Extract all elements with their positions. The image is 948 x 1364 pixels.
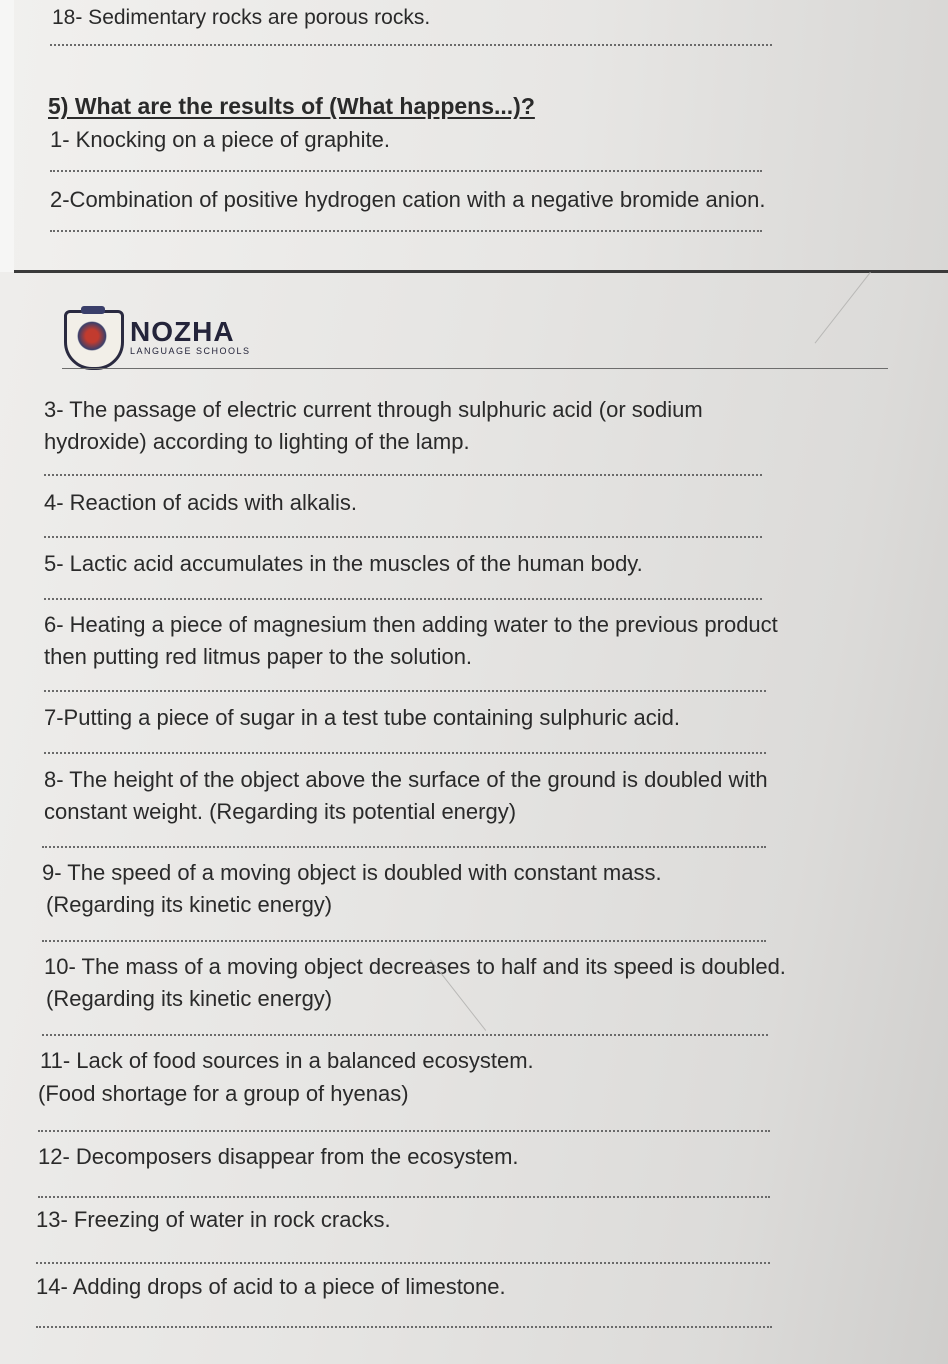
school-logo bbox=[60, 306, 280, 370]
answer-line bbox=[50, 230, 762, 232]
item-11-line-1: 11- Lack of food sources in a balanced ecosystem. bbox=[40, 1048, 534, 1073]
section-heading: 5) What are the results of (What happens...)? bbox=[48, 93, 535, 119]
paper-edge bbox=[0, 0, 14, 272]
answer-line bbox=[44, 536, 762, 538]
answer-line bbox=[36, 1262, 770, 1264]
item-2: 2-Combination of positive hydrogen cation with a negative bromide anion. bbox=[50, 187, 766, 212]
answer-line bbox=[50, 44, 772, 46]
item-14: 14- Adding drops of acid to a piece of limestone. bbox=[36, 1274, 506, 1299]
item-6-line-1: 6- Heating a piece of magnesium then adding water to the previous product bbox=[44, 612, 778, 637]
answer-line bbox=[36, 1326, 772, 1328]
logo-subtitle: LANGUAGE SCHOOLS bbox=[130, 346, 251, 356]
item-10-line-1: 10- The mass of a moving object decreases to half and its speed is doubled. bbox=[44, 954, 786, 979]
item-6-line-2: then putting red litmus paper to the solution. bbox=[44, 644, 473, 669]
answer-line bbox=[44, 690, 766, 692]
answer-line bbox=[50, 170, 762, 172]
item-10-line-2: (Regarding its kinetic energy) bbox=[46, 986, 333, 1011]
answer-line bbox=[44, 598, 762, 600]
answer-line bbox=[38, 1196, 770, 1198]
item-13: 13- Freezing of water in rock cracks. bbox=[36, 1207, 391, 1232]
logo-name: NOZHA bbox=[130, 316, 235, 347]
item-5: 5- Lactic acid accumulates in the muscles of the human body. bbox=[44, 551, 643, 576]
answer-line bbox=[42, 940, 766, 942]
answer-line bbox=[38, 1130, 770, 1132]
question-18: 18- Sedimentary rocks are porous rocks. bbox=[52, 6, 431, 29]
answer-line bbox=[44, 474, 762, 476]
item-8-line-1: 8- The height of the object above the surface of the ground is doubled with bbox=[44, 767, 768, 792]
item-8-line-2: constant weight. (Regarding its potential energy) bbox=[44, 799, 517, 824]
item-9-line-1: 9- The speed of a moving object is doubled with constant mass. bbox=[42, 860, 662, 885]
header-rule bbox=[62, 368, 888, 369]
top-sheet bbox=[0, 0, 948, 272]
item-12: 12- Decomposers disappear from the ecosystem. bbox=[38, 1144, 519, 1169]
answer-line bbox=[44, 752, 766, 754]
item-4: 4- Reaction of acids with alkalis. bbox=[44, 490, 358, 515]
item-7: 7-Putting a piece of sugar in a test tube containing sulphuric acid. bbox=[44, 705, 680, 730]
item-1: 1- Knocking on a piece of graphite. bbox=[50, 127, 391, 152]
item-3-line-2: hydroxide) according to lighting of the lamp. bbox=[44, 429, 470, 454]
item-9-line-2: (Regarding its kinetic energy) bbox=[46, 892, 333, 917]
paper-crease bbox=[815, 272, 871, 344]
answer-line bbox=[42, 1034, 768, 1036]
page-divider bbox=[14, 270, 948, 273]
item-11-line-2: (Food shortage for a group of hyenas) bbox=[38, 1081, 409, 1106]
answer-line bbox=[42, 846, 766, 848]
shield-icon bbox=[64, 310, 124, 370]
item-3-line-1: 3- The passage of electric current through sulphuric acid (or sodium bbox=[44, 397, 703, 422]
